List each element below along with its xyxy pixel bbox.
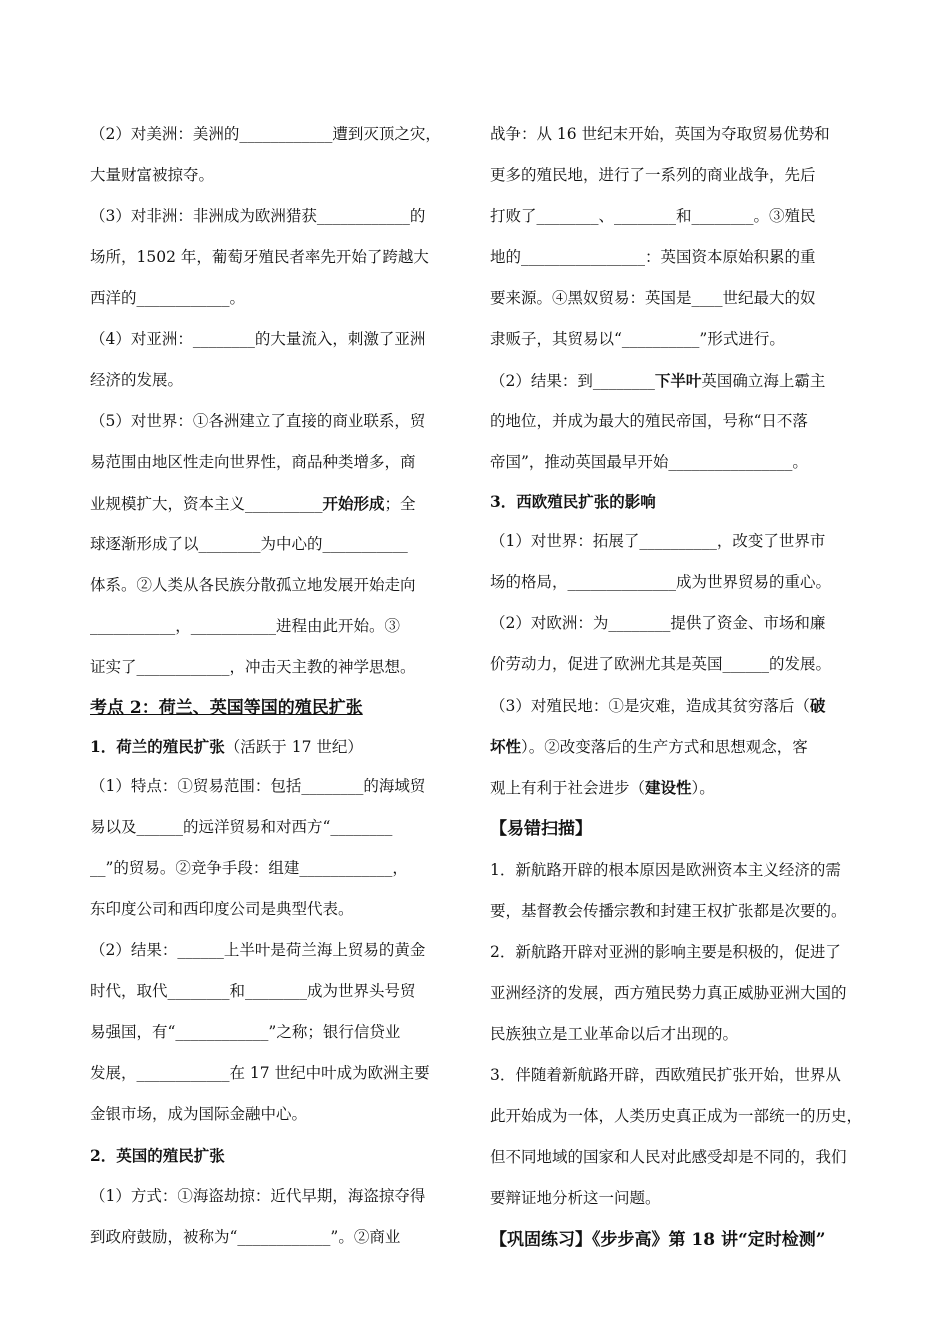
text-line: 易强国，有“____________”之称；银行信贷业	[90, 1023, 401, 1041]
practice-heading: 【巩固练习】《步步高》第 18 讲“定时检测”	[490, 1230, 826, 1250]
text-line: 到政府鼓励，被称为“____________”。②商业	[90, 1228, 401, 1246]
text-line: 帝国”，推动英国最早开始________________。	[490, 453, 808, 471]
text-line: （1）方式：①海盗劫掠：近代早期，海盗掠夺得	[90, 1187, 426, 1205]
text-line: 的地位，并成为最大的殖民帝国，号称“日不落	[490, 412, 808, 430]
text-line: 民族独立是工业革命以后才出现的。	[490, 1025, 739, 1043]
text-run: ）。	[691, 779, 715, 797]
bold-term: 开始形成	[322, 494, 385, 513]
bold-term: 建设性	[645, 778, 692, 797]
text-line: （1）对世界：拓展了__________，改变了世界市	[490, 532, 826, 550]
subheading-note: （活跃于 17 世纪）	[224, 738, 363, 756]
text-line: 价劳动力，促进了欧洲尤其是英国______的发展。	[490, 655, 832, 673]
error-scan-heading: 【易错扫描】	[490, 819, 592, 839]
text-line	[490, 726, 865, 767]
text-line: 此开始成为一体，人类历史真正成为一部统一的历史，	[490, 1107, 863, 1125]
text-line: （1）特点：①贸易范围：包括________的海域贸	[90, 777, 426, 795]
text-line: __”的贸易。②竞争手段：组建____________，	[90, 859, 408, 877]
text-line	[490, 685, 865, 726]
section-heading-2: 考点 2：荷兰、英国等国的殖民扩张	[90, 698, 363, 718]
text-line: （2）对欧洲：为________提供了资金、市场和廉	[490, 614, 826, 632]
text-line: 2．新航路开辟对亚洲的影响主要是积极的，促进了	[490, 943, 841, 961]
bold-term: 坏性	[490, 737, 522, 756]
bold-term: 下半叶	[654, 371, 702, 390]
text-line: 场所，1502 年，葡萄牙殖民者率先开始了跨越大	[90, 248, 429, 266]
text-line	[90, 483, 466, 524]
text-line: 时代，取代________和________成为世界头号贸	[90, 982, 416, 1000]
text-line: 东印度公司和西印度公司是典型代表。	[90, 900, 354, 918]
text-line: 隶贩子，其贸易以“__________”形式进行。	[490, 330, 785, 348]
text-line: 3．伴随着新航路开辟，西欧殖民扩张开始，世界从	[490, 1066, 841, 1084]
text-line: 更多的殖民地，进行了一系列的商业战争，先后	[490, 166, 816, 184]
text-line: 大量财富被掠夺。	[90, 166, 215, 184]
text-line: 要，基督教会传播宗教和封建王权扩张都是次要的。	[490, 902, 847, 920]
subheading-netherlands	[90, 728, 466, 766]
text-line: 但不同地域的国家和人民对此感受却是不同的，我们	[490, 1148, 847, 1166]
text-run: 英国确立海上霸主	[701, 372, 826, 390]
text-line: 场的格局，______________成为世界贸易的重心。	[490, 573, 832, 591]
text-line: 1．新航路开辟的根本原因是欧洲资本主义经济的需	[490, 861, 841, 879]
text-run: 观上有利于社会进步（	[490, 779, 646, 797]
bold-term: 破	[809, 696, 826, 715]
text-line: 西洋的____________。	[90, 289, 246, 307]
text-line: （5）对世界：①各洲建立了直接的商业联系，贸	[90, 412, 426, 430]
text-run: （3）对殖民地：①是灾难，造成其贫穷落后（	[490, 697, 810, 715]
text-run: ；全	[384, 495, 416, 513]
text-line: （4）对亚洲：________的大量流入，刺激了亚洲	[90, 330, 426, 348]
left-column	[90, 114, 466, 1258]
subheading-title: 1．荷兰的殖民扩张	[90, 737, 225, 756]
text-run: 业规模扩大，资本主义__________	[90, 495, 323, 513]
text-line: 易以及______的远洋贸易和对西方“________	[90, 818, 393, 836]
text-line: （2）结果：______上半叶是荷兰海上贸易的黄金	[90, 941, 426, 959]
text-run: ）。②改变落后的生产方式和思想观念，客	[521, 738, 808, 756]
text-line	[490, 767, 865, 808]
text-line: 球逐渐形成了以________为中心的___________	[90, 535, 408, 553]
text-line: 经济的发展。	[90, 371, 184, 389]
text-line: 发展，____________在 17 世纪中叶成为欧洲主要	[90, 1064, 430, 1082]
text-line: ___________，___________进程由此开始。③	[90, 617, 401, 635]
subheading-impact: 3．西欧殖民扩张的影响	[490, 492, 656, 511]
text-line: 战争：从 16 世纪末开始，英国为夺取贸易优势和	[490, 125, 830, 143]
text-run: （2）结果：到________	[490, 372, 655, 390]
text-line: 要辩证地分析这一问题。	[490, 1189, 661, 1207]
text-line: 易范围由地区性走向世界性，商品种类增多，商	[90, 453, 416, 471]
right-column	[490, 114, 865, 1261]
text-line	[490, 360, 865, 401]
text-line: （3）对非洲：非洲成为欧洲猎获____________的	[90, 207, 426, 225]
text-line: 打败了________、________和________。③殖民	[490, 207, 816, 225]
text-line: 地的________________：英国资本原始积累的重	[490, 248, 816, 266]
text-line: 证实了____________，冲击天主教的神学思想。	[90, 658, 416, 676]
text-line: （2）对美洲：美洲的____________遭到灭顶之灾，	[90, 125, 441, 143]
text-line: 要来源。④黑奴贸易：英国是____世纪最大的奴	[490, 289, 816, 307]
text-line: 金银市场，成为国际金融中心。	[90, 1105, 308, 1123]
subheading-britain: 2．英国的殖民扩张	[90, 1146, 225, 1165]
text-line: 亚洲经济的发展，西方殖民势力真正威胁亚洲大国的	[490, 984, 847, 1002]
text-line: 体系。②人类从各民族分散孤立地发展开始走向	[90, 576, 416, 594]
